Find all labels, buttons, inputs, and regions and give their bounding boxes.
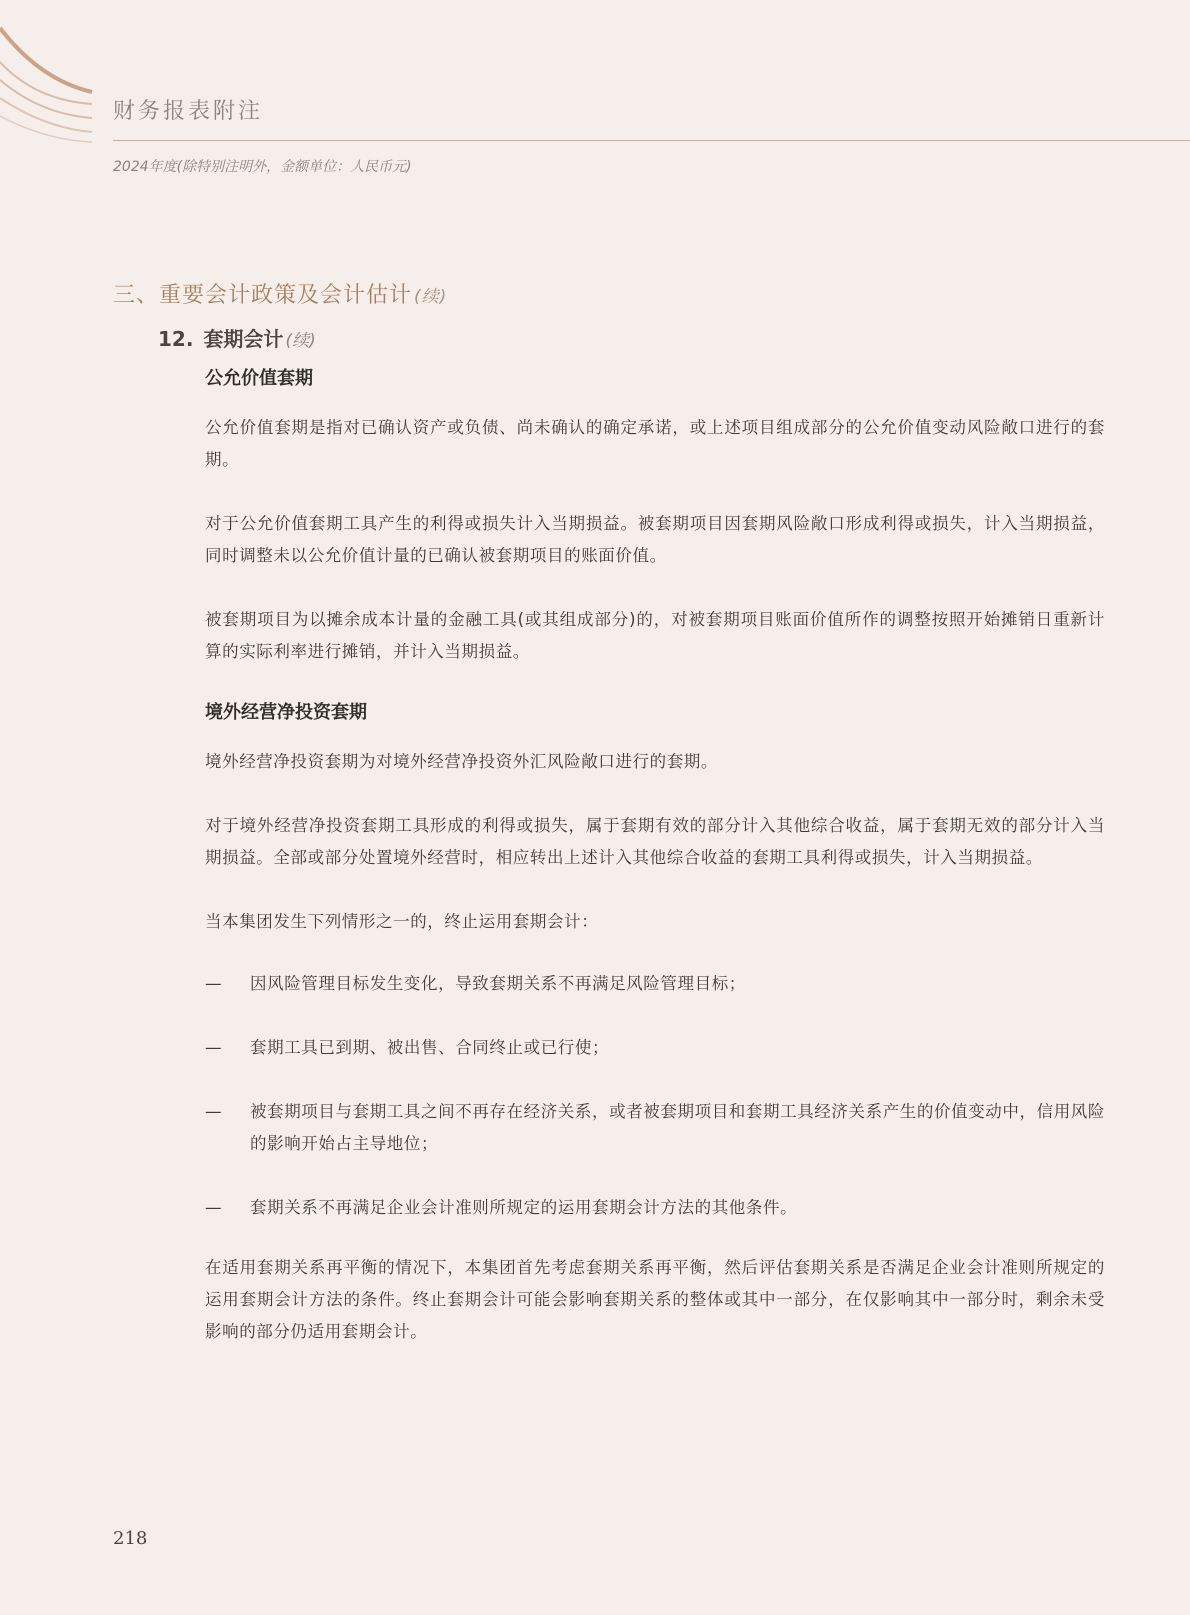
fair-value-hedge-heading: 公允价值套期 [205, 368, 313, 389]
paragraph: 被套期项目为以摊余成本计量的金融工具(或其组成部分)的，对被套期项目账面价值所作的调整按照开始摊销日重新计算的实际利率进行摊销，并计入当期损益。 [205, 610, 1105, 661]
list-item [205, 1192, 1105, 1224]
subsection-heading [158, 323, 316, 352]
paragraph: 公允价值套期是指对已确认资产或负债、尚未确认的确定承诺，或上述项目组成部分的公允价值变动风险敞口进行的套期。 [205, 418, 1105, 469]
section-continued-label: (续) [414, 287, 448, 307]
list-item [205, 1096, 1105, 1160]
list-item-text: 套期关系不再满足企业会计准则所规定的运用套期会计方法的其他条件。 [250, 1198, 798, 1217]
section-heading [113, 278, 447, 309]
list-item-text: 套期工具已到期、被出售、合同终止或已行使； [250, 1038, 610, 1057]
dash-bullet: — [205, 1198, 223, 1217]
paragraph: 境外经营净投资套期为对境外经营净投资外汇风险敞口进行的套期。 [205, 752, 718, 771]
running-title: 财务报表附注 [113, 99, 264, 124]
section-heading-text: 三、重要会计政策及会计估计 [113, 283, 413, 308]
list-item-text: 因风险管理目标发生变化，导致套期关系不再满足风险管理目标； [250, 974, 746, 993]
subsection-number: 12. [158, 327, 194, 351]
dash-bullet: — [205, 1038, 223, 1057]
decorative-corner-arcs [0, 0, 120, 150]
paragraph: 当本集团发生下列情形之一的，终止运用套期会计： [205, 912, 599, 931]
net-investment-hedge-heading: 境外经营净投资套期 [205, 702, 367, 723]
termination-conditions-list [205, 968, 1105, 1224]
list-item-text: 被套期项目与套期工具之间不再存在经济关系，或者被套期项目和套期工具经济关系产生的价值变动中，信用风险的影响开始占主导地位； [250, 1102, 1105, 1153]
header-rule [113, 140, 1190, 141]
paragraph: 对于公允价值套期工具产生的利得或损失计入当期损益。被套期项目因套期风险敞口形成利得或损失，计入当期损益，同时调整未以公允价值计量的已确认被套期项目的账面价值。 [205, 514, 1105, 565]
dash-bullet: — [205, 974, 223, 993]
subsection-title: 套期会计 [203, 327, 284, 351]
main-content [205, 366, 1105, 1380]
period-note: 2024年度(除特别注明外，金额单位：人民币元) [113, 159, 412, 175]
list-item [205, 1032, 1105, 1064]
closing-paragraph: 在适用套期关系再平衡的情况下，本集团首先考虑套期关系再平衡，然后评估套期关系是否满足企业会计准则所规定的运用套期会计方法的条件。终止套期会计可能会影响套期关系的整体或其中一部分，在仅影响其中一部分时，剩余未受影响的部分仍适用套期会计。 [205, 1258, 1105, 1341]
dash-bullet: — [205, 1102, 223, 1121]
paragraph: 对于境外经营净投资套期工具形成的利得或损失，属于套期有效的部分计入其他综合收益，属于套期无效的部分计入当期损益。全部或部分处置境外经营时，相应转出上述计入其他综合收益的套期工具利得或损失，计入当期损益。 [205, 816, 1105, 867]
page-number: 218 [113, 1528, 148, 1549]
subsection-continued-label: (续) [285, 331, 316, 351]
list-item [205, 968, 1105, 1000]
